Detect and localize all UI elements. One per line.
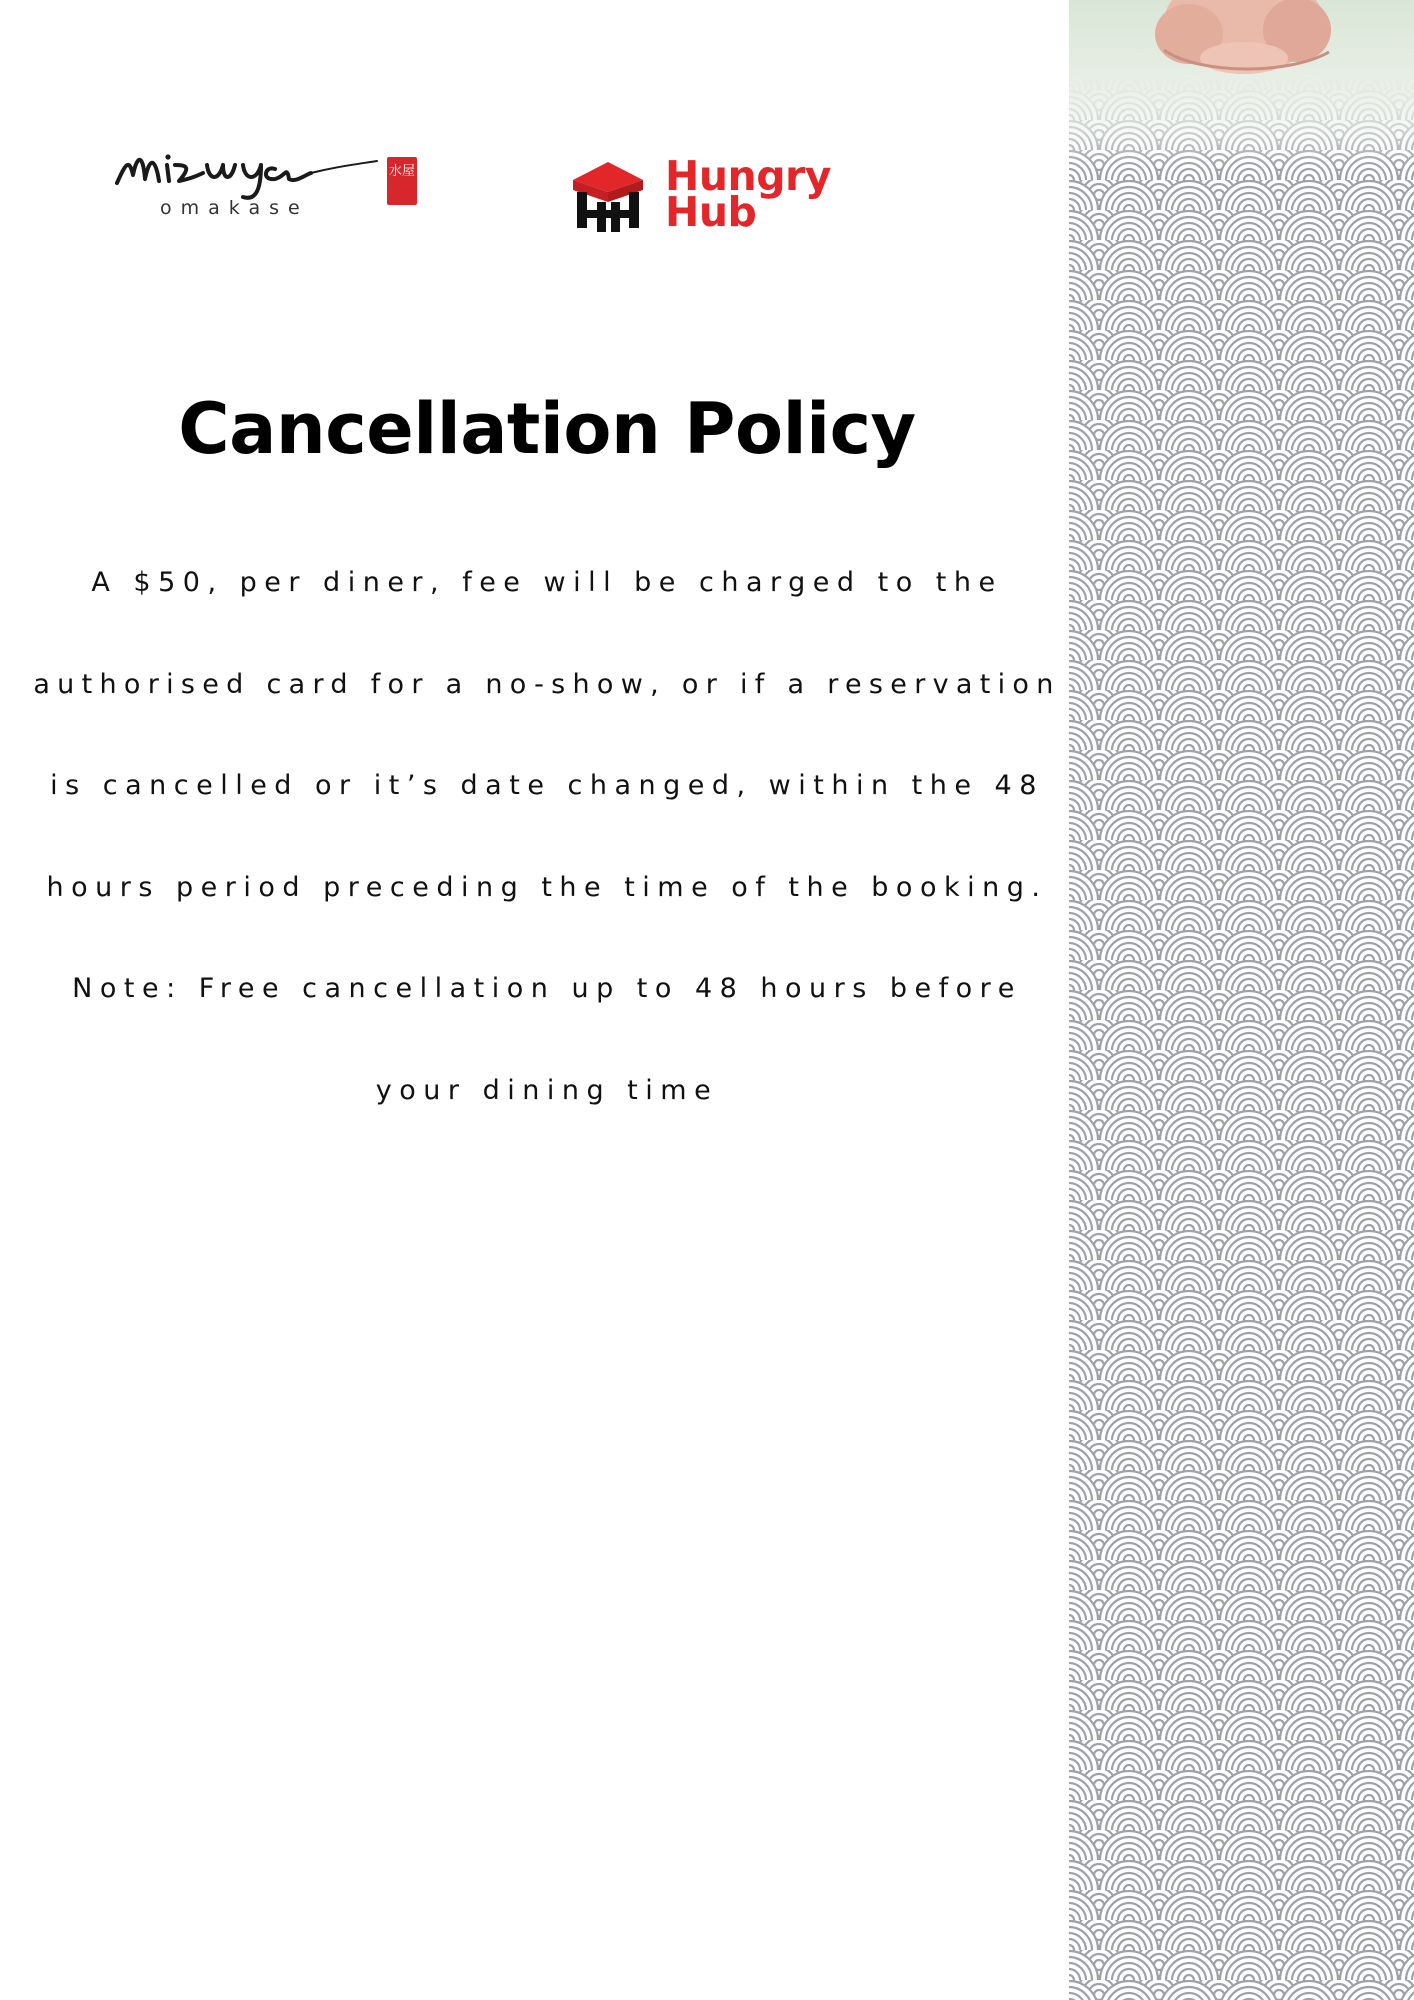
page-title: Cancellation Policy: [178, 388, 916, 470]
policy-line: hours period preceding the time of the booking.: [46, 871, 1048, 903]
mizuya-script-wordmark: [115, 135, 385, 205]
hungryhub-logo: [565, 150, 855, 235]
mizuya-red-seal: 水屋: [387, 157, 417, 205]
hands-photo: [1069, 0, 1414, 160]
policy-line: authorised card for a no-show, or if a reservation: [33, 668, 1061, 700]
policy-note-line: your dining time: [375, 1074, 719, 1106]
mizuya-omakase-text: omakase: [160, 197, 309, 219]
policy-text: [20, 545, 1074, 1154]
policy-note-line: Note: Free cancellation up to 48 hours before: [72, 973, 1022, 1004]
policy-line: is cancelled or it’s date changed, within the 48: [50, 770, 1044, 801]
red-stool-icon: [565, 158, 651, 232]
side-decoration-panel: [1069, 0, 1414, 2000]
hungryhub-wordmark-line1: Hungry: [665, 152, 831, 200]
policy-line: A $50, per diner, fee will be charged to the: [91, 567, 1003, 598]
seigaiha-wave-pattern: [1069, 0, 1414, 2000]
hands-image: [1069, 0, 1414, 160]
hungryhub-wordmark-line2: Hub: [665, 188, 757, 236]
mizuya-logo: [115, 135, 425, 225]
